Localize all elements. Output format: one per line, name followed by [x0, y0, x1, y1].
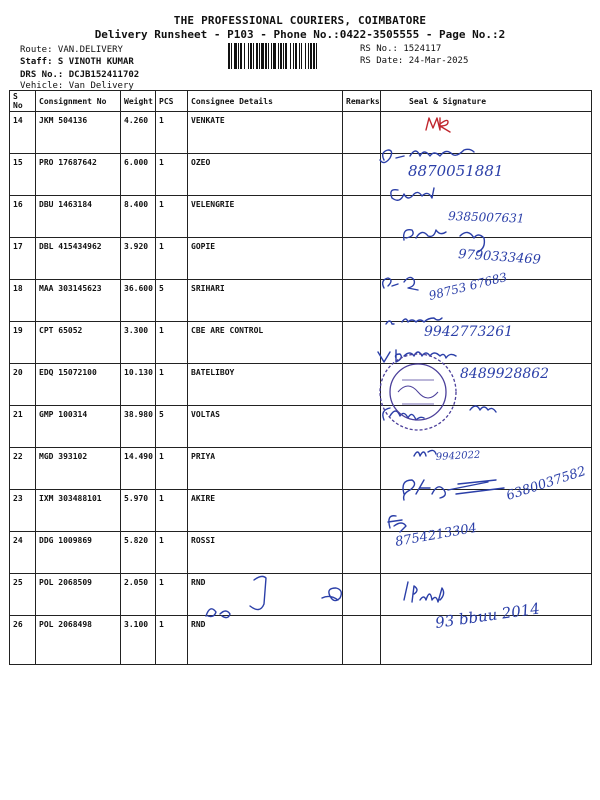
cell-consignee: ROSSI — [188, 532, 343, 574]
cell-sno: 22 — [10, 448, 36, 490]
sig-number-22: 9942022 — [435, 449, 481, 463]
cell-weight: 10.130 — [121, 364, 156, 406]
signature-row-22 — [414, 450, 436, 456]
courier-mark-row-26 — [206, 576, 266, 617]
cell-pcs: 1 — [156, 448, 188, 490]
company-title: THE PROFESSIONAL COURIERS, COIMBATORE — [173, 14, 427, 27]
cell-sno: 20 — [10, 364, 36, 406]
cell-consignee: GOPIE — [188, 238, 343, 280]
cell-weight: 3.300 — [121, 322, 156, 364]
cell-sno: 14 — [10, 112, 36, 154]
cell-consignment: DDG 1009869 — [36, 532, 121, 574]
cell-weight: 2.050 — [121, 574, 156, 616]
cell-pcs: 1 — [156, 532, 188, 574]
cell-consignee: RND — [188, 616, 343, 665]
rs-date: RS Date: 24-Mar-2025 — [360, 56, 469, 66]
sig-number-20: 8489928862 — [460, 366, 550, 382]
col-pcs-header: PCS — [156, 91, 188, 112]
cell-consignee: PRIYA — [188, 448, 343, 490]
col-remarks-header: Remarks — [343, 91, 381, 112]
cell-sno: 25 — [10, 574, 36, 616]
cell-weight: 5.970 — [121, 490, 156, 532]
signature-row-18 — [383, 277, 418, 290]
cell-sno: 17 — [10, 238, 36, 280]
cell-consignee: VELENGRIE — [188, 196, 343, 238]
cell-pcs: 1 — [156, 490, 188, 532]
cell-weight: 3.100 — [121, 616, 156, 665]
drs-number: DRS No.: DCJB152411702 — [20, 70, 140, 80]
cell-weight: 3.920 — [121, 238, 156, 280]
cell-pcs: 1 — [156, 574, 188, 616]
cell-weight: 36.600 — [121, 280, 156, 322]
signature-row-14 — [426, 118, 450, 132]
cell-weight: 38.980 — [121, 406, 156, 448]
cell-consignment: CPT 65052 — [36, 322, 121, 364]
cell-consignee: VOLTAS — [188, 406, 343, 448]
cell-weight: 8.400 — [121, 196, 156, 238]
cell-weight: 14.490 — [121, 448, 156, 490]
cell-sno: 21 — [10, 406, 36, 448]
cell-consignee: AKIRE — [188, 490, 343, 532]
sig-number-16: 9385007631 — [447, 209, 525, 226]
cell-consignee: CBE ARE CONTROL — [188, 322, 343, 364]
cell-consignee: RND — [188, 574, 343, 616]
sig-number-19: 9942773261 — [424, 324, 514, 340]
cell-pcs: 1 — [156, 154, 188, 196]
cell-pcs: 1 — [156, 616, 188, 665]
col-consignment-header: Consignment No — [36, 91, 121, 112]
signature-row-20 — [378, 350, 456, 362]
cell-sno: 23 — [10, 490, 36, 532]
cell-pcs: 1 — [156, 322, 188, 364]
rs-number: RS No.: 1524117 — [360, 44, 442, 54]
cell-pcs: 5 — [156, 406, 188, 448]
cell-weight: 6.000 — [121, 154, 156, 196]
cell-consignment: JKM 504136 — [36, 112, 121, 154]
sig-number-17: 9790333469 — [457, 247, 542, 268]
cell-consignment: EDQ 15072100 — [36, 364, 121, 406]
sig-number-18: 98753 67683 — [427, 269, 509, 303]
cell-consignment: PRO 17687642 — [36, 154, 121, 196]
cell-consignment: POL 2068498 — [36, 616, 121, 665]
staff-label: Staff: S VINOTH KUMAR — [20, 57, 134, 67]
cell-pcs: 1 — [156, 238, 188, 280]
route-label: Route: VAN.DELIVERY — [20, 45, 123, 55]
col-sno-header: S No — [10, 91, 36, 112]
cell-consignee: VENKATE — [188, 112, 343, 154]
sig-number-24: 8754213304 — [394, 520, 479, 550]
cell-consignment: IXM 303488101 — [36, 490, 121, 532]
cell-consignment: DBL 415434962 — [36, 238, 121, 280]
signature-row-16 — [391, 188, 434, 200]
cell-consignee: OZEO — [188, 154, 343, 196]
runsheet-title: Delivery Runsheet - P103 - Phone No.:0422-3505555 - Page No.:2 — [94, 28, 506, 41]
col-weight-header: Weight — [121, 91, 156, 112]
cell-consignment: POL 2068509 — [36, 574, 121, 616]
cell-pcs: 1 — [156, 196, 188, 238]
cell-consignment: MAA 303145623 — [36, 280, 121, 322]
signature-row-15 — [380, 149, 474, 162]
cell-sno: 18 — [10, 280, 36, 322]
cell-weight: 4.260 — [121, 112, 156, 154]
sig-number-23: 6380037582 — [504, 463, 588, 504]
cell-consignment: DBU 1463184 — [36, 196, 121, 238]
col-consignee-header: Consignee Details — [188, 91, 343, 112]
cell-pcs: 1 — [156, 364, 188, 406]
cell-sno: 24 — [10, 532, 36, 574]
cell-sno: 16 — [10, 196, 36, 238]
vehicle-label: Vehicle: Van Delivery — [20, 81, 134, 91]
cell-consignee: SRIHARI — [188, 280, 343, 322]
cell-pcs: 5 — [156, 280, 188, 322]
signature-row-26 — [404, 582, 444, 602]
remarks-mark-row-26 — [322, 588, 341, 601]
cell-sno: 26 — [10, 616, 36, 665]
sig-number-15: 8870051881 — [408, 162, 504, 180]
sig-number-26: 93 bbuu 2014 — [434, 599, 541, 632]
cell-sno: 15 — [10, 154, 36, 196]
cell-sno: 19 — [10, 322, 36, 364]
signature-row-24 — [388, 516, 406, 532]
cell-weight: 5.820 — [121, 532, 156, 574]
cell-consignment: GMP 100314 — [36, 406, 121, 448]
signature-row-23 — [403, 480, 504, 500]
cell-consignment: MGD 393102 — [36, 448, 121, 490]
cell-pcs: 1 — [156, 112, 188, 154]
cell-consignee: BATELIBOY — [188, 364, 343, 406]
col-signature-header: Seal & Signature — [381, 91, 592, 112]
